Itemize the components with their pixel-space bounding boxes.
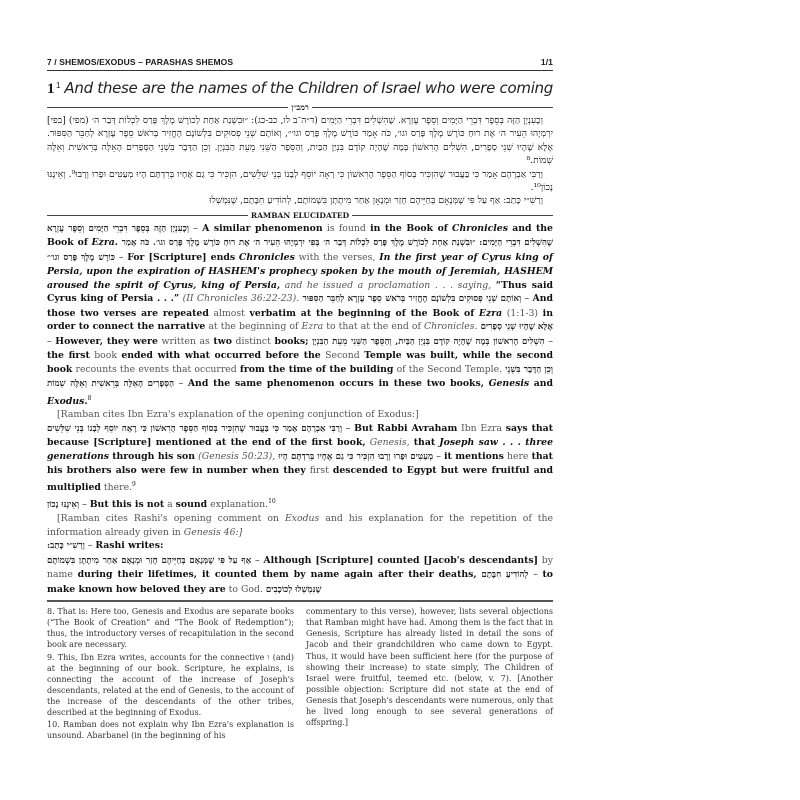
chapter-number: 1 (47, 81, 55, 97)
verse-text: And these are the names of the Children of Israel who were coming (64, 79, 553, 97)
elucidated-paragraph: וְכָעִנְיָן הַזֶּה בְּסֵפֶר דִּבְרֵי הַיָּמִים וְסֵפֶר עֶזְרָא – A similar phenomenon is found in the Book of Chronicles and the Book of Ezra. שֶׁהִשְׁלִים דִּבְרֵי הַיָּמִים: ״וּבִשְׁנַת אַחַת לְכוֹרֶשׁ מֶלֶךְ פָּרַס לִכְלוֹת דְּבַר ה׳ בְּפִי יִרְמְיָהוּ הֵעִיר ה׳ אֶת רוּחַ כּוֹרֶשׁ מֶלֶךְ פָּרַס וגו׳. כֹּה אָמַר כּוֹרֶשׁ מֶלֶךְ פָּרַס וגו׳״ – For [Scripture] ends Chronicles with the verses, In the first year of Cyrus king of Persia, upon the expiration of HASHEM's prophecy spoken by the mouth of Jeremiah, HASHEM aroused the spirit of Cyrus, king of Persia, and he issued a proclamation . . . saying, “Thus said Cyrus king of Persia . . .” (II Chronicles 36:22-23). וְאוֹתָם שְׁנֵי פְסוּקִים בִּלְשׁוֹנָם הֶחֱזִיר בְּרֹאשׁ סֵפֶר עֶזְרָא לְחַבֵּר הַסִּפּוּר – And those two verses are repeated almost verbatim at the beginning of the Book of Ezra (1:1-3) in order to connect the narrative at the beginning of Ezra to that at the end of Chronicles. אֶלָּא שֶׁהָיוּ שְׁנֵי סְפָרִים – However, they were written as two distinct books; הִשְׁלִים הָרִאשׁוֹן בְּמָה שֶׁהָיָה קוֹדֶם בִּנְיַן הַבַּיִת, וְהַסֵּפֶר הַשֵּׁנִי מֵעֵת הַבִּנְיָן – the first book ended with what occurred before the Second Temple was built, while the second book recounts the events that occurred from the time of the building of the Second Temple. וְכֵן הַדָּבָר בִּשְׁנֵי הַסְּפָרִים הָאֵלֶּה בְּרֵאשִׁית וְאֵלֶּה שְׁמוֹת – And the same phenomenon occurs in these two books, Genesis and Exodus.$^8$ (47, 222, 554, 407)
ramban-hebrew-text (47, 114, 553, 208)
ramban-label: רמב״ן (291, 102, 309, 112)
running-title: 7 / SHEMOS/EXODUS – PARASHAS SHEMOS (47, 57, 234, 67)
verse-line (47, 79, 553, 99)
footnote-9: 9. This, Ibn Ezra writes, accounts for the connective ו (and) at the beginning of our book. Scripture, he explains, is connecting the account of the increase of Joseph's descendants, related at the end of Genesis, to the account of the increase of the descendants of the other tribes, described at the beginning of Exodus. (47, 652, 295, 717)
ramban-divider (47, 102, 553, 112)
elucidated-paragraph: אַף עַל פִּי שֶׁמְּנָאָם בְּחַיֵּיהֶם חָזַר וּמְנָאָם אַחַר מִיתָתָן בִּשְׁמוֹתָם – Although [Scripture] counted [Jacob's descendants] by name during their lifetimes, it counted them by name again after their deaths, לְהוֹדִיעַ חִבָּתָם – to make known how beloved they are to God. שֶׁנִּמְשְׁלוּ לְכוֹכָבִים (47, 554, 553, 595)
footnote-ref[interactable]: 8 (87, 394, 92, 402)
elucidated-paragraph: וְרַבִּי אַבְרָהָם אָמַר כִּי בַּעֲבוּר שֶׁהִזְכִּיר בְּסוֹף הַסֵּפֶר הָרִאשׁוֹן כִּי רָאָה יוֹסֵף לְבָנוֹ בְּנֵי שִׁלֵּשִׁים – But Rabbi Avraham Ibn Ezra says that because [Scripture] mentioned at the end of the first book, Genesis, that Joseph saw . . . three generations through his son (Genesis 50:23), הִזְכִּיר כִּי גַם אֶחָיו בְּרִדְתָּם הָיוּ מְעַטִּים וּפָרוּ וְרָבוּ – it mentions here that his brothers also were few in number when they first descended to Egypt but were fruitful and multiplied there.$^9$ (47, 422, 553, 494)
elucidated-paragraph: וְרַשִׁ״י כָּתַב: – Rashi writes: (47, 540, 164, 552)
footnote-ref[interactable]: 9 (132, 480, 136, 488)
ramban-paragraph: וְרַבִּי אַבְרָהָם אָמַר כִּי בַּעֲבוּר שֶׁהִזְכִּיר בְּסוֹף הַסֵּפֶר הָרִאשׁוֹן כִּי רָאָה יוֹסֵף לְבָנוֹ בְּנֵי שִׁלֵּשִׁים, הִזְכִּיר כִּי גַם אֶחָיו בְּרִדְתָּם הָיוּ מְעַטִּים וּפָרוּ וְרָבוּ⁹. וְאֵינֶנּוּ נָכוֹן¹⁰. (47, 168, 553, 194)
bracket-note: [Ramban cites Ibn Ezra's explanation of the opening conjunction of Exodus:] (57, 409, 419, 421)
footnotes-right-column (306, 606, 553, 742)
ramban-paragraph: וְרַשִׁ״י כָּתַב: אַף עַל פִּי שֶׁמְּנָאָם בְּחַיֵּיהֶם חָזַר וּמְנָאָן אַחַר מִיתָתָן בִּשְׁמוֹתָם, לְהוֹדִיעַ חִבָּתָם, שֶׁנִּמְשְׁלוּ (209, 195, 543, 207)
elucidated-paragraph: וְאֵינֶנּוּ נָכוֹן – But this is not a sound explanation.$^{10}$ (47, 497, 276, 510)
elucidated-label: RAMBAN ELUCIDATED (250, 210, 350, 220)
footnote-10-continued: commentary to this verse), however, lists several objections that Ramban might have had. Among them is the fact that in Genesis, Scripture has already listed in detail the sons of Jacob and their grandchildren who came down to Egypt. Thus, it would have been sufficient here (for the purpose of showing their increase) to state simply, The Children of Israel were fruitful, teemed etc. (below, v. 7). [Another possible objection: Scripture did not state at the end of Genesis that Joseph's descendants were numerous, only that he lived long enough to see several generations of offspring.] (306, 607, 553, 728)
footnotes (47, 606, 553, 742)
elucidated-divider (47, 211, 553, 220)
book-page (47, 57, 553, 742)
elucidated-text (47, 222, 553, 597)
bracket-note: [Ramban cites Rashi's opening comment on Exodus and his explanation for the repetition of the information already given in Genesis 46:] (47, 513, 553, 538)
ramban-paragraph: וְכָעִנְיָן הַזֶּה בְּסֵפֶר דִּבְרֵי הַיָּמִים וְסֵפֶר עֶזְרָא. שֶׁהִשְׁלִים דִּבְרֵי הַיָּמִים (ד״ה־ב לו, כב-כג): ״וּבִשְׁנַת אַחַת לְכוֹרֶשׁ מֶלֶךְ פָּרַס לִכְלוֹת דְּבַר ה׳ (מפי) [בפי] יִרְמְיָהוּ הֵעִיר ה׳ אֶת רוּחַ כּוֹרֶשׁ מֶלֶךְ פָּרַס וגו׳, כֹּה אָמַר כּוֹרֶשׁ מֶלֶךְ פָּרַס וגו׳״, וְאוֹתָם שְׁנֵי פְסוּקִים בִּלְשׁוֹנָם הֶחֱזִיר בְּרֹאשׁ סֵפֶר עֶזְרָא לְחַבֵּר הַסִּפּוּר. אֶלָּא שֶׁהָיוּ שְׁנֵי סְפָרִים, הִשְׁלִים הָרִאשׁוֹן בְּמָה שֶׁהָיָה קוֹדֶם בִּנְיַן הַבַּיִת, וְהַסֵּפֶר הַשֵּׁנִי מֵעֵת הַבִּנְיָן. וְכֵן הַדָּבָר בִּשְׁנֵי הַסְּפָרִים הָאֵלֶּה בְּרֵאשִׁית וְאֵלֶּה שְׁמוֹת.⁸ (47, 115, 553, 167)
footnotes-left-column (47, 606, 294, 742)
footnote-10: 10. Ramban does not explain why Ibn Ezra's explanation is unsound. Abarbanel (in the beginning of his (47, 720, 294, 741)
folio: 1/1 (540, 57, 553, 67)
footnote-rule (47, 600, 553, 602)
verse-number: 1 (55, 81, 61, 90)
footnote-8: 8. That is: Here too, Genesis and Exodus are separate books (“The Book of Creation” and “The Book of Redemption”); thus, the introductory verses of recapitulation in the second book are necessary. (47, 607, 294, 650)
running-header (47, 57, 553, 71)
footnote-ref[interactable]: 10 (268, 497, 276, 505)
